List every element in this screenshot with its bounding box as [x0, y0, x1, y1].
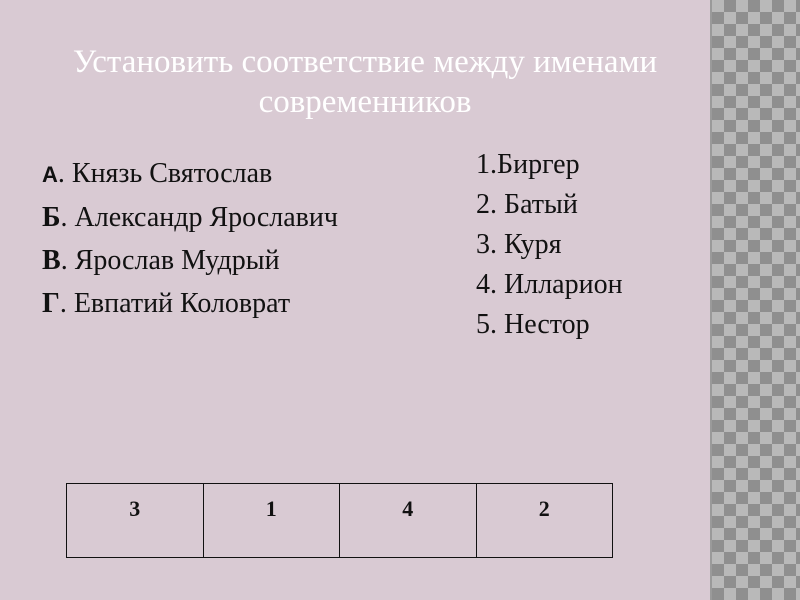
right-list-item-1: 1.Биргер	[476, 149, 580, 180]
item-text-b: . Александр Ярославич	[60, 202, 338, 233]
slide-title	[20, 42, 710, 122]
right-list-item-5: 5. Нестор	[476, 309, 590, 340]
answer-row	[67, 484, 613, 558]
right-list-item-2: 2. Батый	[476, 189, 578, 220]
decorative-side-pattern	[712, 0, 800, 600]
item-letter-g: Г	[42, 288, 60, 319]
right-list-item-3: 3. Куря	[476, 229, 562, 260]
answer-table	[66, 483, 613, 558]
title-line-2: современников	[258, 84, 472, 120]
left-list-item-g	[42, 282, 462, 325]
left-list-item-v	[42, 239, 462, 282]
answer-cell-1: 3	[67, 484, 204, 558]
right-list-item-4: 4. Илларион	[476, 269, 623, 300]
item-letter-v: В	[42, 245, 61, 276]
right-name-list	[476, 145, 706, 345]
item-text-a: . Князь Святослав	[57, 158, 273, 189]
answer-cell-4: 2	[476, 484, 613, 558]
left-list-item-a	[42, 152, 462, 196]
answer-cell-2: 1	[203, 484, 340, 558]
left-name-list	[42, 152, 462, 325]
item-text-g: . Евпатий Коловрат	[59, 288, 291, 319]
title-line-1: Установить соответствие между именами	[72, 44, 658, 80]
item-text-v: . Ярослав Мудрый	[60, 245, 280, 276]
item-letter-a: А	[42, 162, 58, 187]
left-list-item-b	[42, 196, 462, 239]
item-letter-b: Б	[42, 202, 61, 233]
answer-cell-3: 4	[340, 484, 477, 558]
